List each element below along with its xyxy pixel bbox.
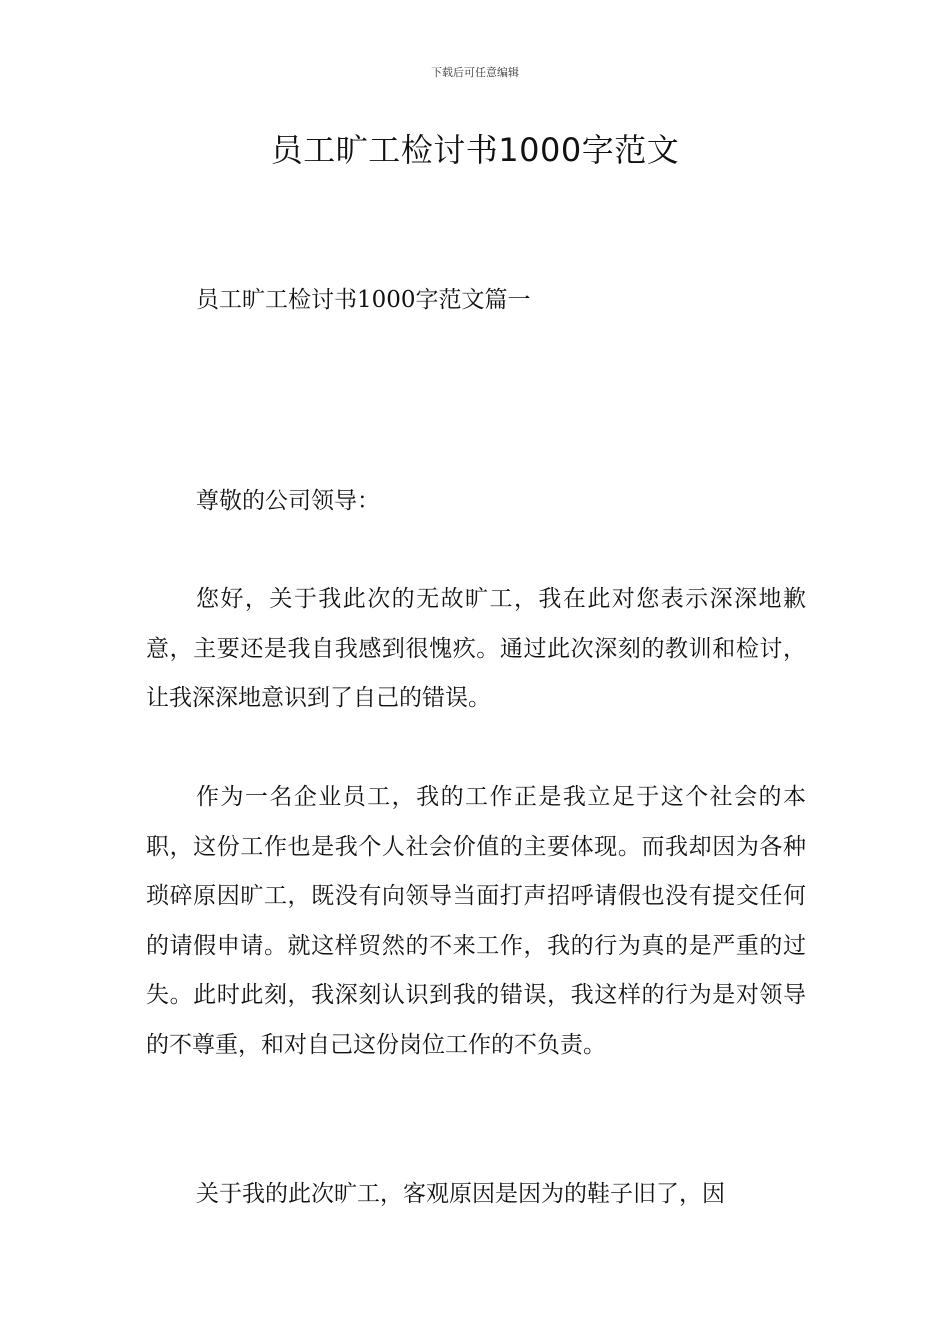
document-title: 员工旷工检讨书1000字范文 [270, 131, 680, 169]
header-note: 下载后可任意编辑 [431, 66, 519, 79]
paragraph-3: 关于我的此次旷工，客观原因是因为的鞋子旧了，因 [196, 1181, 725, 1207]
salutation: 尊敬的公司领导： [196, 488, 380, 514]
section-heading: 员工旷工检讨书1000字范文篇一 [196, 287, 531, 313]
paragraph-1: 您好，关于我此次的无故旷工，我在此对您表示深深地歉意，主要还是我自我感到很愧疚。通过此次深刻的教训和检讨，让我深深地意识到了自己的错误。 [146, 586, 806, 711]
paragraph-2: 作为一名企业员工，我的工作正是我立足于这个社会的本职，这份工作也是我个人社会价值的主要体现。而我却因为各种琐碎原因旷工，既没有向领导当面打声招呼请假也没有提交任何的请假申请。就这样贸然的不来工作，我的行为真的是严重的过失。此时此刻，我深刻认识到我的错误，我这样的行为是对领导的不尊重，和对自己这份岗位工作的不负责。 [146, 784, 806, 1058]
